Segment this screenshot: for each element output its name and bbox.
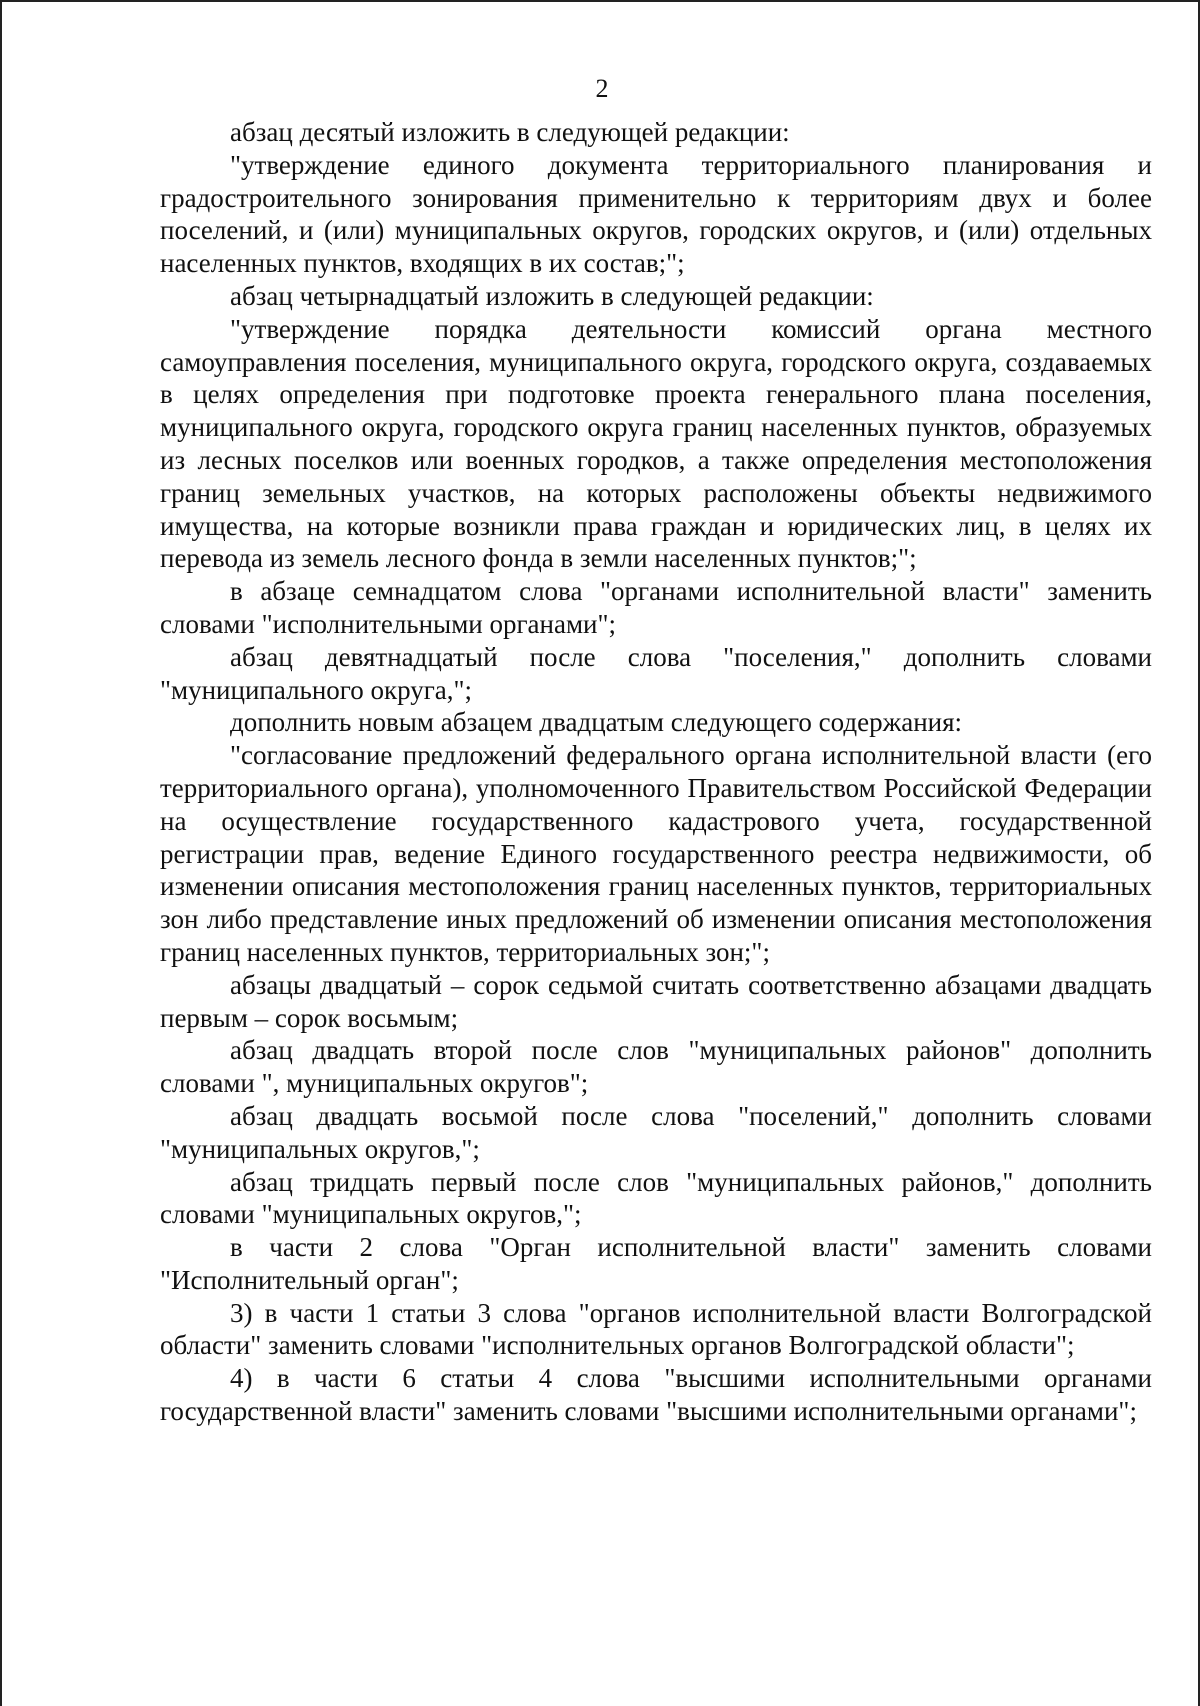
paragraph: в абзаце семнадцатом слова "органами исполнительной власти" заменить словами "исполнительными органами"; <box>160 576 1152 639</box>
paragraph: абзац девятнадцатый после слова "поселения," дополнить словами "муниципального округа,"; <box>160 641 1152 705</box>
paragraph: "утверждение единого документа территориального планирования и градостроительного зонирования применительно к территориям двух и более поселений, и (или) муниципальных округов, городских округов, и (или) отдельных населенных пунктов, входящих в их состав;"; <box>160 149 1152 279</box>
paragraph: "утверждение порядка деятельности комиссий органа местного самоуправления поселения, муниципального округа, городского округа, создаваемых в целях определения при подготовке проекта генерального плана поселения, муниципального округа, городского округа границ населенных пунктов, образуемых из лесных поселков или военных городков, а также определения местоположения границ земельных участков, на которых расположены объекты недвижимого имущества, на которые возникли права граждан и юридических лиц, в целях их перевода из земель лесного фонда в земли населенных пунктов;"; <box>160 313 1152 574</box>
paragraph: в части 2 слова "Орган исполнительной власти" заменить словами "Исполнительный орган"; <box>160 1232 1152 1295</box>
paragraph: абзац двадцать второй после слов "муниципальных районов" дополнить словами ", муниципальных округов"; <box>160 1035 1152 1099</box>
page-number: 2 <box>595 74 609 103</box>
paragraph: абзац четырнадцатый изложить в следующей редакции: <box>230 280 874 311</box>
document-body <box>160 116 1152 1428</box>
paragraph: 4) в части 6 статьи 4 слова "высшими исполнительными органами государственной власти" заменить словами "высшими исполнительными органами"; <box>160 1363 1152 1427</box>
paragraph: дополнить новым абзацем двадцатым следующего содержания: <box>230 707 963 738</box>
paragraph: "согласование предложений федерального органа исполнительной власти (его территориального органа), уполномоченного Правительством Российской Федерации на осуществление государственного кадастрового учета, государственной регистрации прав, ведение Единого государственного реестра недвижимости, об изменении описания местоположения границ населенных пунктов, территориальных зон либо представление иных предложений об изменении описания местоположения границ населенных пунктов, территориальных зон;"; <box>160 740 1152 967</box>
paragraph: абзац десятый изложить в следующей редакции: <box>230 117 790 147</box>
paragraph: абзац тридцать первый после слов "муниципальных районов," дополнить словами "муниципальных округов,"; <box>160 1166 1152 1230</box>
paragraph: абзацы двадцатый – сорок седьмой считать соответственно абзацами двадцать первым – сорок восьмым; <box>160 969 1152 1033</box>
paragraph: абзац двадцать восьмой после слова "поселений," дополнить словами "муниципальных округов,"; <box>160 1100 1152 1164</box>
paragraph: 3) в части 1 статьи 3 слова "органов исполнительной власти Волгоградской области" заменить словами "исполнительных органов Волгоградской области"; <box>160 1297 1152 1361</box>
